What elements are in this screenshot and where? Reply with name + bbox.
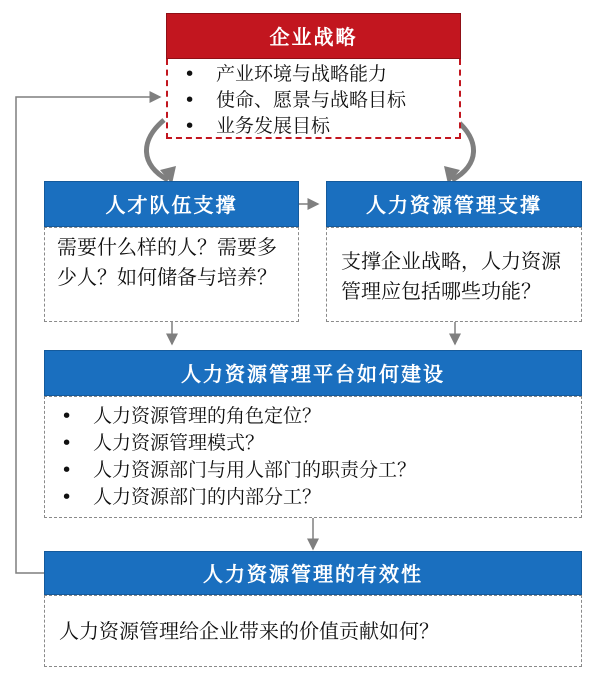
list-item: • 产业环境与战略能力: [184, 63, 388, 85]
list-item: • 业务发展目标: [184, 115, 331, 137]
platform-list: [45, 403, 581, 511]
hr-support-text: 支撑企业战略，人力资源管理应包括哪些功能？: [341, 249, 561, 303]
list-item: • 人力资源管理的角色定位？: [61, 405, 322, 427]
effectiveness-title: 人力资源管理的有效性: [203, 562, 423, 586]
effectiveness-header: [44, 551, 582, 595]
talent-body: [44, 227, 299, 322]
strategy-body: [166, 59, 461, 139]
list-item: • 人力资源部门与用人部门的职责分工？: [61, 459, 417, 481]
effectiveness-text: 人力资源管理给企业带来的价值贡献如何？: [59, 619, 439, 643]
talent-text: 需要什么样的人？需要多少人？如何储备与培养？: [57, 235, 277, 289]
talent-header: [44, 181, 299, 227]
platform-body: [44, 396, 582, 518]
hr-support-body: [326, 227, 582, 322]
hr-support-header: [326, 181, 582, 227]
talent-title: 人才队伍支撑: [105, 193, 238, 217]
platform-header: [44, 350, 582, 396]
platform-title: 人力资源管理平台如何建设: [181, 362, 445, 386]
effectiveness-body: [44, 595, 582, 667]
list-item: • 人力资源管理模式？: [61, 432, 265, 454]
strategy-header: [166, 13, 461, 59]
hr-support-title: 人力资源管理支撑: [366, 193, 542, 217]
strategy-list: [168, 61, 459, 139]
list-item: • 人力资源部门的内部分工？: [61, 486, 322, 508]
strategy-title: 企业战略: [269, 25, 358, 49]
list-item: • 使命、愿景与战略目标: [184, 89, 407, 111]
